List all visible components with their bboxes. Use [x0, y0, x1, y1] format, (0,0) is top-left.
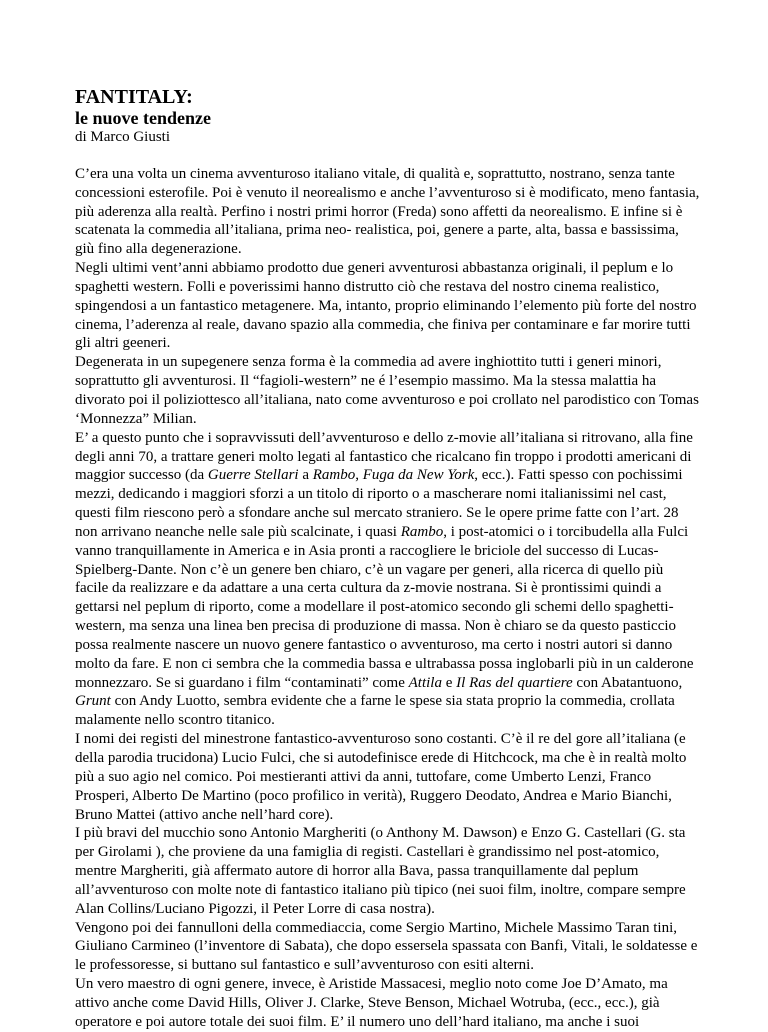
paragraph-2: Negli ultimi vent’anni abbiamo prodotto due generi avventurosi abbastanza originali, il peplum e lo spaghetti western. Folli e poverissimi hanno distrutto ciò che restava del nostro cinema realistico, spingendosi a un fantastico metagenere. Ma, intanto, proprio eliminando l’elemento più forte del nostro cinema, l’aderenza al reale, davano spazio alla commedia, che finiva per contaminare e far morire tutti gli altri geeneri.	[75, 260, 697, 352]
paragraph-8: Un vero maestro di ogni genere, invece, è Aristide Massacesi, meglio noto come Joe D’Amato, ma attivo anche come David Hills, Oliver J. Clarke, Steve Benson, Michael Wotruba, (ecc., ecc.), già operatore e poi autore totale dei suoi film. E’ il numero uno dell’hard italiano, ma anche i suoi	[75, 976, 668, 1030]
film-title-rambo: Rambo	[312, 467, 356, 484]
document-page	[75, 86, 700, 1032]
byline: di Marco Giusti	[75, 129, 170, 145]
film-title-fuga-da-new-york: Fuga da New York	[362, 467, 475, 484]
text-segment: , i post-atomici o i torcibudella alla Fulci vanno tranquillamente in America e in Asia pronti a raccogliere le briciole del successo di Lucas-Spielberg-Dante. Non c’è un genere ben chiaro, c’è un vagare per generi, alla ricerca di quello più facile da realizzare e da adattare a una certa cultura da z-movie nostrana. Si è prontissimi quindi a gettarsi nel peplum di riporto, come a modellare il post-atomico secondo gli schemi dello spaghetti-western, ma senza una linea ben precisa di produzione di massa. Non è chiaro se da questo pasticcio possa realmente nascere un nuovo genere fantastico o avventuroso, ma certo i nostri autori si danno molto da fare. E non ci sembra che la commedia bassa e ultrabassa possa inglobarli più in un calderone monnezzaro. Se si guardano i film “contaminati” come	[75, 523, 694, 691]
article-subtitle: le nuove tendenze	[75, 108, 211, 128]
paragraph-7: Vengono poi dei fannulloni della commediaccia, come Sergio Martino, Michele Massimo Taran tini, Giuliano Carmineo (l’inventore di Sabata), che dopo essersela spassata con Banfi, Vitali, le soldatesse e le professoresse, si buttano sul fantastico e sull’avventuroso con esiti alterni.	[75, 919, 698, 974]
film-title-rambo-2: Rambo	[400, 523, 444, 540]
text-segment: e	[441, 674, 457, 691]
text-segment: ,	[355, 467, 363, 484]
paragraph-4	[75, 429, 700, 731]
film-title-attila: Attila	[408, 674, 442, 691]
film-title-grunt: Grunt	[75, 693, 111, 710]
text-segment: con Andy Luotto, sembra evidente che a farne le spese sia stata proprio la commedia, crollata malamente nello scontro titanico.	[75, 693, 675, 729]
text-segment: a	[298, 467, 313, 484]
paragraph-6: I più bravi del mucchio sono Antonio Margheriti (o Anthony M. Dawson) e Enzo G. Castellari (G. sta per Girolami ), che proviene da una famiglia di registi. Castellari è grandissimo nel post-atomico, mentre Margheriti, già affermato autore di horror alla Bava, passa tranquillamente dal peplum all’avventuroso con molte note di fantastico italiano più tipico (nei suoi film, inoltre, compare sempre Alan Collins/Luciano Pigozzi, il Peter Lorre di casa nostra).	[75, 825, 686, 917]
film-title-guerre-stellari: Guerre Stellari	[207, 467, 299, 484]
text-segment: E’ a questo punto che i sopravvissuti dell’avventuroso e dello z-movie all’italiana si ritrovano, alla fine degli anni 70, a trattare generi molto legati al fantastico che ricalcano fin troppo i prodotti americani di maggior successo (da	[75, 429, 693, 484]
article-title: FANTITALY:	[75, 86, 193, 108]
text-segment: , ecc.). Fatti spesso con pochissimi mezzi, dedicando i maggiori sforzi a un titolo di riporto o a mascherare nomi italianissimi nel cast, questi film riescono però a sfondare anche sul mercato straniero. Se le opere prime fatte con l’art. 28 non arrivano neanche nelle sale più scalcinate, i quasi	[75, 467, 683, 540]
paragraph-3: Degenerata in un supegenere senza forma è la commedia ad avere inghiottito tutti i generi minori, soprattutto gli avventurosi. Il “fagioli-western” ne é l’esempio massimo. Ma la stessa malattia ha divorato poi il poliziottesco all’italiana, nato come avventuroso e poi crollato nel parodistico con Tomas ‘Monnezza” Milian.	[75, 354, 699, 427]
film-title-il-ras-del-quartiere: Il Ras del quartiere	[456, 674, 573, 691]
text-segment: con Abatantuono,	[572, 674, 683, 691]
paragraph-1: C’era una volta un cinema avventuroso italiano vitale, di qualità e, soprattutto, nostrano, senza tante concessioni esterofile. Poi è venuto il neorealismo e anche l’avventuroso si è modificato, meno fantasia, più aderenza alla realtà. Perfino i nostri primi horror (Freda) sono affetti da neorealismo. E infine si è scatenata la commedia all’italiana, prima neo- realistica, poi, genere a parte, alta, bassa e bassissima, giù fino alla degenerazione.	[75, 165, 700, 258]
paragraph-5: I nomi dei registi del minestrone fantastico-avventuroso sono costanti. C’è il re del gore all’italiana (e della parodia trucidona) Lucio Fulci, che si autodefinisce erede di Hitchcock, ma che è in realtà molto più a suo agio nel comico. Poi mestieranti attivi da anni, tuttofare, come Umberto Lenzi, Franco Prosperi, Alberto De Martino (poco profilico in verità), Ruggero Deodato, Andrea e Mario Bianchi, Bruno Mattei (attivo anche nell’hard core).	[75, 731, 687, 823]
